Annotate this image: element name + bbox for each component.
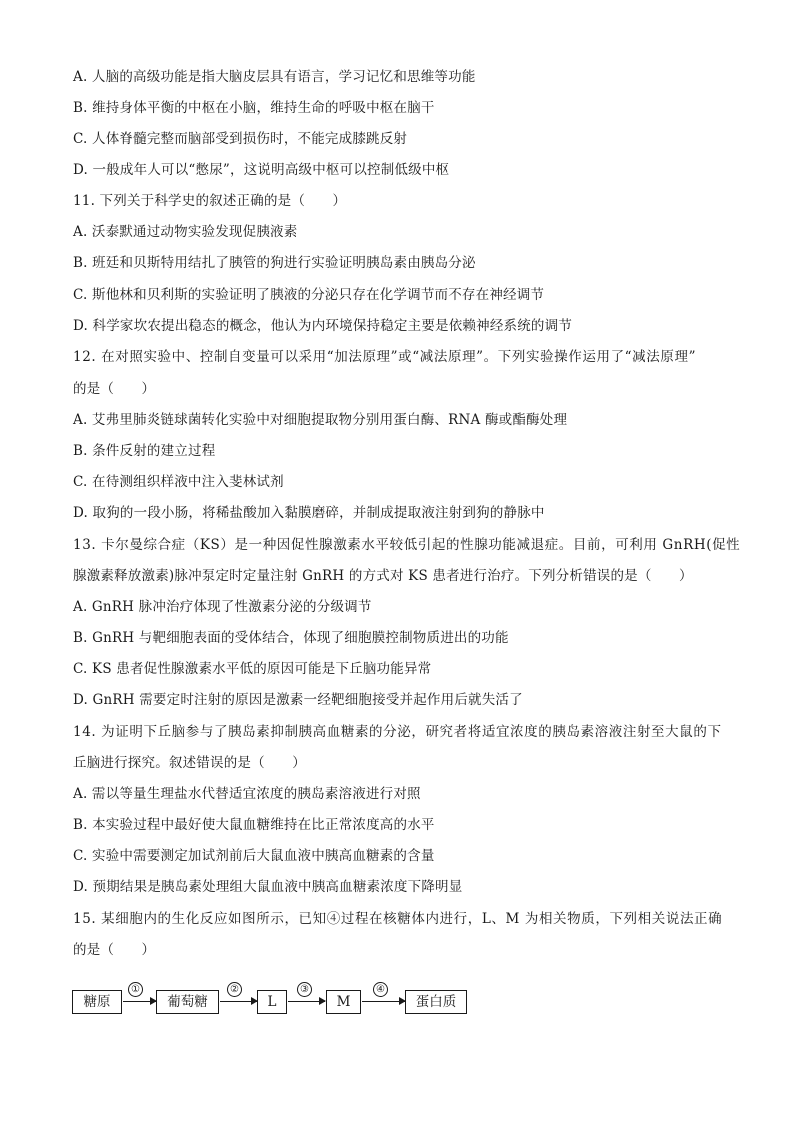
text-line-12: A. 艾弗里肺炎链球菌转化实验中对细胞提取物分别用蛋白酶、RNA 酶或酯酶处理	[73, 412, 568, 428]
node-m: M	[326, 990, 361, 1014]
text-line-6: A. 沃泰默通过动物实验发现促胰液素	[73, 224, 298, 240]
step-4-label: ④	[373, 982, 388, 997]
arrow-3	[288, 1001, 325, 1002]
node-l: L	[257, 990, 287, 1014]
text-line-3: C. 人体脊髓完整而脑部受到损伤时，不能完成膝跳反射	[73, 131, 408, 147]
arrow-4	[362, 1001, 405, 1002]
text-line-16: 13. 卡尔曼综合症（KS）是一种因促性腺激素水平较低引起的性腺功能减退症。目前，可利用 GnRH(促性	[73, 537, 741, 553]
text-line-25: B. 本实验过程中最好使大鼠血糖维持在比正常浓度高的水平	[73, 817, 435, 833]
text-line-1: A. 人脑的高级功能是指大脑皮层具有语言，学习记忆和思维等功能	[73, 69, 476, 85]
text-line-22: 14. 为证明下丘脑参与了胰岛素抑制胰高血糖素的分泌，研究者将适宜浓度的胰岛素溶液注射至大鼠的下	[73, 724, 722, 740]
node-protein: 蛋白质	[405, 990, 467, 1014]
text-line-9: D. 科学家坎农提出稳态的概念，他认为内环境保持稳定主要是依赖神经系统的调节	[73, 318, 573, 334]
arrow-1	[123, 1001, 156, 1002]
text-line-4: D. 一般成年人可以“憋尿”，这说明高级中枢可以控制低级中枢	[73, 162, 450, 178]
text-line-28: 15. 某细胞内的生化反应如图所示，已知④过程在核糖体内进行，L、M 为相关物质，下列相关说法正确	[73, 911, 723, 927]
text-line-17: 腺激素释放激素)脉冲泵定时定量注射 GnRH 的方式对 KS 患者进行治疗。下列分析错误的是（ ）	[73, 568, 693, 584]
text-line-2: B. 维持身体平衡的中枢在小脑，维持生命的呼吸中枢在脑干	[73, 100, 435, 116]
text-line-27: D. 预期结果是胰岛素处理组大鼠血液中胰高血糖素浓度下降明显	[73, 879, 463, 895]
text-line-7: B. 班廷和贝斯特用结扎了胰管的狗进行实验证明胰岛素由胰岛分泌	[73, 255, 476, 271]
text-line-23: 丘脑进行探究。叙述错误的是（ ）	[73, 755, 306, 771]
text-line-5: 11. 下列关于科学史的叙述正确的是（ ）	[73, 193, 347, 209]
text-line-26: C. 实验中需要测定加试剂前后大鼠血液中胰高血糖素的含量	[73, 848, 435, 864]
text-line-10: 12. 在对照实验中、控制自变量可以采用“加法原理”或“减法原理”。下列实验操作运用了“减法原理”	[73, 349, 697, 365]
text-line-19: B. GnRH 与靶细胞表面的受体结合，体现了细胞膜控制物质进出的功能	[73, 630, 509, 646]
text-line-8: C. 斯他林和贝利斯的实验证明了胰液的分泌只存在化学调节而不存在神经调节	[73, 287, 545, 303]
reaction-flow-diagram	[72, 982, 492, 1032]
text-line-29: 的是（ ）	[73, 942, 156, 958]
text-line-21: D. GnRH 需要定时注射的原因是激素一经靶细胞接受并起作用后就失活了	[73, 692, 523, 708]
text-line-18: A. GnRH 脉冲治疗体现了性激素分泌的分级调节	[73, 599, 372, 615]
text-line-20: C. KS 患者促性腺激素水平低的原因可能是下丘脑功能异常	[73, 661, 432, 677]
node-glucose: 葡萄糖	[156, 990, 219, 1014]
text-line-24: A. 需以等量生理盐水代替适宜浓度的胰岛素溶液进行对照	[73, 786, 421, 802]
step-2-label: ②	[227, 982, 242, 997]
node-glycogen: 糖原	[72, 990, 122, 1014]
step-1-label: ①	[128, 982, 143, 997]
arrow-2	[220, 1001, 257, 1002]
text-line-11: 的是（ ）	[73, 381, 156, 397]
text-line-14: C. 在待测组织样液中注入斐林试剂	[73, 474, 284, 490]
text-line-13: B. 条件反射的建立过程	[73, 443, 216, 459]
step-3-label: ③	[297, 982, 312, 997]
text-line-15: D. 取狗的一段小肠，将稀盐酸加入黏膜磨碎，并制成提取液注射到狗的静脉中	[73, 505, 545, 521]
